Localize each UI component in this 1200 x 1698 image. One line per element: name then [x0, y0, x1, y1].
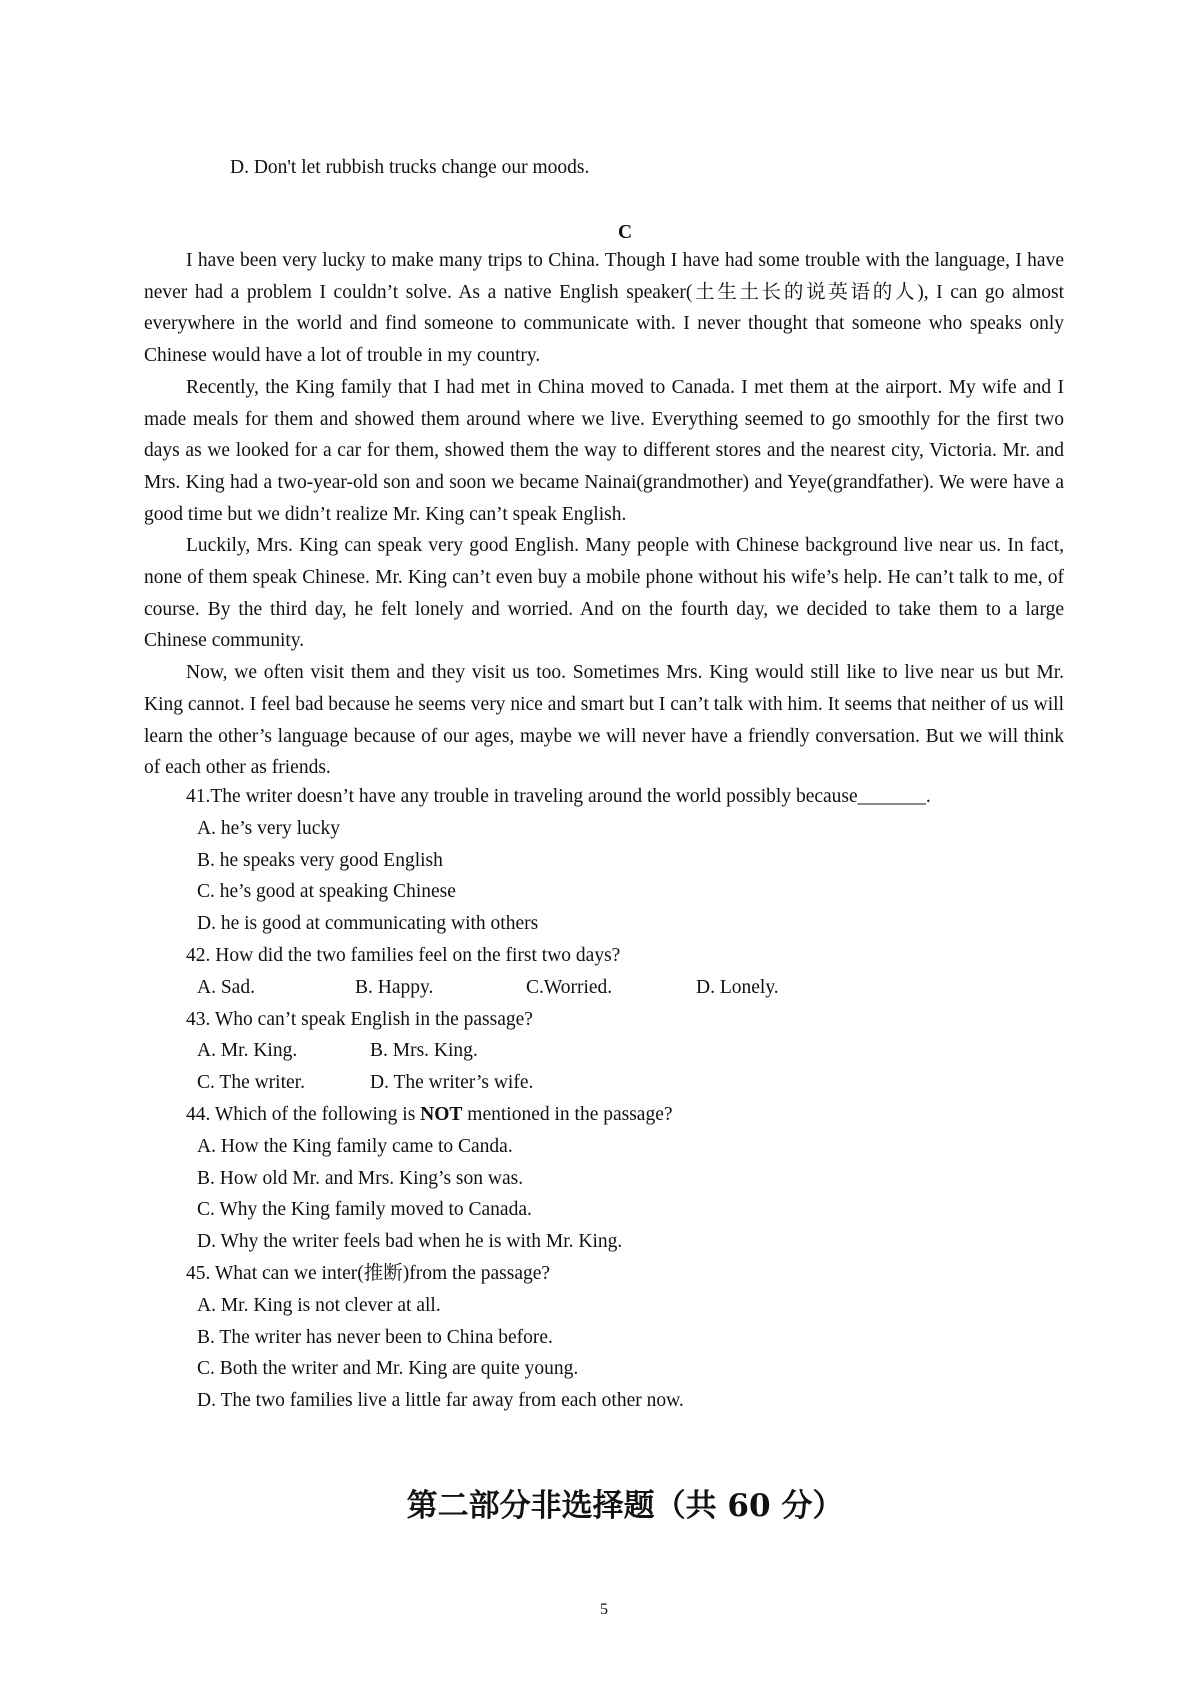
question-42-options [144, 972, 1064, 1004]
question-43-options-row-2 [144, 1067, 1064, 1099]
question-43-option-b: B. Mrs. King. [370, 1040, 478, 1062]
section-letter: C [617, 222, 633, 243]
passage-paragraph-3: Luckily, Mrs. King can speak very good English. Many people with Chinese background live near us. In fact, none of them speak Chinese. Mr. King can’t even buy a mobile phone without his wife’s help. He can’t talk to me, of course. By the third day, he felt lonely and worried. And on the fourth day, we decided to take them to a large Chinese community. [144, 535, 1064, 652]
question-41-stem: 41.The writer doesn’t have any trouble in traveling around the world possibly because_______. [186, 786, 931, 807]
question-44-stem [144, 1099, 1064, 1131]
question-44-stem-after: mentioned in the passage? [462, 1103, 673, 1125]
part-two-heading: 第二部分非选择题（共 60 分） [406, 1488, 844, 1524]
question-43-options-row-1 [144, 1035, 1064, 1067]
question-45-option-b: B. The writer has never been to China before. [197, 1326, 553, 1348]
question-41-option-c: C. he’s good at speaking Chinese [197, 881, 456, 903]
passage-paragraph-4: Now, we often visit them and they visit us too. Sometimes Mrs. King would still like to live near us but Mr. King cannot. I feel bad because he seems very nice and smart but I can’t talk with him. It seems that neither of us will learn the other’s language because of our ages, maybe we will never have a friendly conversation. But we will think of each other as friends. [144, 662, 1064, 779]
question-43-stem: 43. Who can’t speak English in the passage? [186, 1008, 533, 1030]
question-43-option-a: A. Mr. King. [197, 1040, 298, 1062]
question-44-stem-emphasis: NOT [420, 1103, 463, 1125]
passage-paragraph-2: Recently, the King family that I had met in China moved to Canada. I met them at the airport. My wife and I made meals for them and showed them around where we live. Everything seemed to go smoothly for the first two days as we looked for a car for them, showed them the way to different stores and the nearest city, Victoria. Mr. and Mrs. King had a two-year-old son and soon we became Nainai(grandmother) and Yeye(grandfather). We were have a good time but we didn’t realize Mr. King can’t speak English. [144, 376, 1064, 525]
question-45-stem: 45. What can we inter(推断)from the passage? [186, 1262, 551, 1284]
question-41-option-b: B. he speaks very good English [197, 849, 443, 871]
question-42-option-c: C.Worried. [526, 976, 613, 998]
question-41-option-a: A. he’s very lucky [197, 817, 340, 839]
question-42-option-d: D. Lonely. [696, 976, 779, 998]
question-44-option-a: A. How the King family came to Canda. [197, 1135, 513, 1157]
passage-paragraph-1: I have been very lucky to make many trips to China. Though I have had some trouble with the language, I have never had a problem I couldn’t solve. As a native English speaker(土生土长的说英语的人), I can go almost everywhere in the world and find someone to communicate with. I never thought that someone who speaks only Chinese would have a lot of trouble in my country. [144, 250, 1064, 367]
question-42-option-a: A. Sad. [197, 976, 255, 998]
previous-question-option-d: D. Don't let rubbish trucks change our moods. [230, 157, 590, 178]
question-41-option-d: D. he is good at communicating with others [197, 913, 539, 935]
question-44-option-d: D. Why the writer feels bad when he is with Mr. King. [197, 1231, 623, 1253]
question-44-option-b: B. How old Mr. and Mrs. King’s son was. [197, 1167, 524, 1189]
question-list [144, 781, 1064, 1417]
question-45-option-c: C. Both the writer and Mr. King are quite young. [197, 1358, 579, 1380]
question-42-option-b: B. Happy. [355, 976, 434, 998]
question-42-stem: 42. How did the two families feel on the first two days? [186, 944, 621, 966]
page-number: 5 [600, 1601, 608, 1618]
question-43-option-d: D. The writer’s wife. [370, 1072, 534, 1094]
reading-passage [144, 245, 1064, 784]
question-44-option-c: C. Why the King family moved to Canada. [197, 1199, 532, 1221]
question-44-stem-before: 44. Which of the following is [186, 1103, 421, 1125]
question-45-option-d: D. The two families live a little far away from each other now. [197, 1390, 684, 1412]
question-43-option-c: C. The writer. [197, 1072, 305, 1094]
question-45-option-a: A. Mr. King is not clever at all. [197, 1294, 441, 1316]
